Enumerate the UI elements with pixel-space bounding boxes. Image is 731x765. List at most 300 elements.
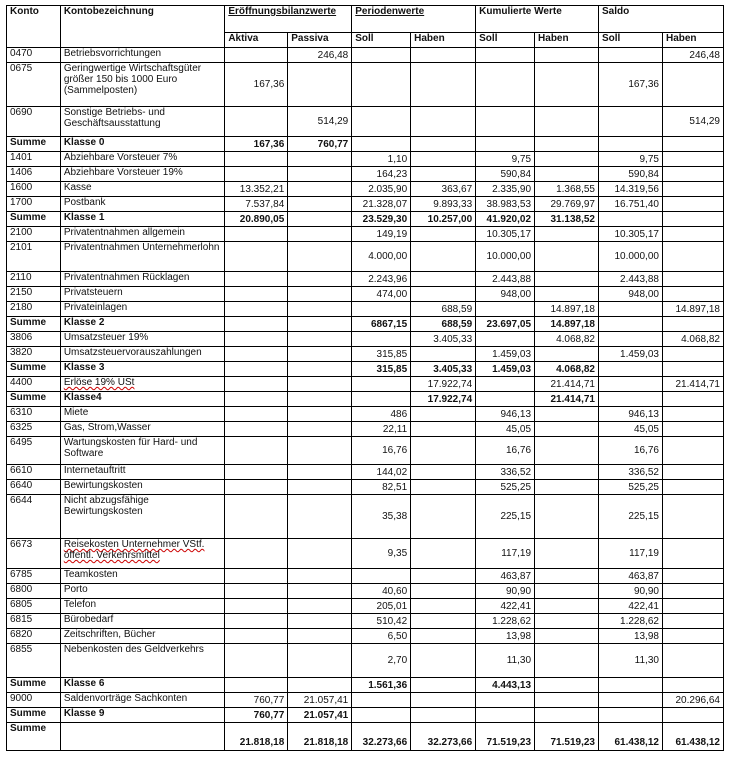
perioden-haben-cell xyxy=(411,693,476,708)
kumuliert-haben-cell xyxy=(535,614,599,629)
aktiva-cell xyxy=(225,539,288,569)
perioden-haben-cell xyxy=(411,287,476,302)
kontobezeichnung-cell: Klasse 1 xyxy=(60,212,225,227)
saldo-soll-cell: 9,75 xyxy=(599,152,663,167)
saldo-haben-cell xyxy=(662,629,723,644)
passiva-cell xyxy=(288,332,352,347)
saldo-soll-cell: 13,98 xyxy=(599,629,663,644)
aktiva-cell xyxy=(225,302,288,317)
saldo-soll-cell: 946,13 xyxy=(599,407,663,422)
header-konto: Konto xyxy=(7,6,61,48)
saldo-soll-cell: 16,76 xyxy=(599,437,663,465)
kumuliert-haben-cell xyxy=(535,242,599,272)
saldo-soll-cell: 10.305,17 xyxy=(599,227,663,242)
saldo-haben-cell: 61.438,12 xyxy=(662,723,723,751)
aktiva-cell xyxy=(225,242,288,272)
kontobezeichnung-cell: Klasse4 xyxy=(60,392,225,407)
passiva-cell xyxy=(288,599,352,614)
kumuliert-soll-cell: 525,25 xyxy=(476,480,535,495)
kumuliert-haben-cell: 21.414,71 xyxy=(535,392,599,407)
perioden-haben-cell: 688,59 xyxy=(411,317,476,332)
perioden-haben-cell xyxy=(411,539,476,569)
perioden-soll-cell: 2,70 xyxy=(352,644,411,678)
passiva-cell: 760,77 xyxy=(288,137,352,152)
konto-cell: 6310 xyxy=(7,407,61,422)
kumuliert-soll-cell: 38.983,53 xyxy=(476,197,535,212)
header-perioden-haben: Haben xyxy=(411,33,476,48)
konto-cell: Summe xyxy=(7,317,61,332)
saldo-haben-cell xyxy=(662,644,723,678)
table-row xyxy=(7,614,724,629)
konto-cell: 2150 xyxy=(7,287,61,302)
aktiva-cell xyxy=(225,362,288,377)
perioden-soll-cell xyxy=(352,377,411,392)
aktiva-cell: 760,77 xyxy=(225,693,288,708)
konto-cell: 1406 xyxy=(7,167,61,182)
passiva-cell xyxy=(288,287,352,302)
trial-balance-table xyxy=(6,5,724,751)
saldo-soll-cell xyxy=(599,137,663,152)
aktiva-cell xyxy=(225,599,288,614)
perioden-haben-cell xyxy=(411,48,476,63)
kontobezeichnung-cell: Umsatzsteuervorauszahlungen xyxy=(60,347,225,362)
table-row xyxy=(7,167,724,182)
perioden-soll-cell: 16,76 xyxy=(352,437,411,465)
saldo-soll-cell: 16.751,40 xyxy=(599,197,663,212)
kumuliert-haben-cell xyxy=(535,644,599,678)
kontobezeichnung-cell: Postbank xyxy=(60,197,225,212)
saldo-soll-cell: 61.438,12 xyxy=(599,723,663,751)
kontobezeichnung-cell: Privatsteuern xyxy=(60,287,225,302)
saldo-soll-cell xyxy=(599,392,663,407)
aktiva-cell xyxy=(225,227,288,242)
perioden-haben-cell xyxy=(411,167,476,182)
perioden-haben-cell xyxy=(411,227,476,242)
table-row xyxy=(7,197,724,212)
perioden-haben-cell xyxy=(411,644,476,678)
passiva-cell xyxy=(288,167,352,182)
perioden-soll-cell xyxy=(352,107,411,137)
perioden-haben-cell xyxy=(411,107,476,137)
kumuliert-haben-cell xyxy=(535,167,599,182)
aktiva-cell xyxy=(225,629,288,644)
aktiva-cell xyxy=(225,480,288,495)
aktiva-cell xyxy=(225,377,288,392)
kumuliert-soll-cell: 948,00 xyxy=(476,287,535,302)
kumuliert-soll-cell: 11,30 xyxy=(476,644,535,678)
perioden-haben-cell xyxy=(411,495,476,539)
aktiva-cell xyxy=(225,317,288,332)
saldo-soll-cell: 167,36 xyxy=(599,63,663,107)
passiva-cell xyxy=(288,227,352,242)
saldo-haben-cell xyxy=(662,63,723,107)
kontobezeichnung-cell: Betriebsvorrichtungen xyxy=(60,48,225,63)
passiva-cell xyxy=(288,584,352,599)
passiva-cell xyxy=(288,614,352,629)
aktiva-cell xyxy=(225,569,288,584)
konto-cell: 9000 xyxy=(7,693,61,708)
saldo-haben-cell xyxy=(662,437,723,465)
passiva-cell xyxy=(288,362,352,377)
perioden-soll-cell: 1.561,36 xyxy=(352,678,411,693)
kumuliert-soll-cell: 16,76 xyxy=(476,437,535,465)
header-eroeffnungsbilanzwerte: Eröffnungsbilanzwerte xyxy=(225,6,352,33)
kumuliert-haben-cell xyxy=(535,63,599,107)
header-kumulierte-werte: Kumulierte Werte xyxy=(476,6,599,33)
saldo-haben-cell xyxy=(662,167,723,182)
table-row xyxy=(7,107,724,137)
kumuliert-soll-cell: 422,41 xyxy=(476,599,535,614)
kontobezeichnung-cell: Zeitschriften, Bücher xyxy=(60,629,225,644)
saldo-haben-cell xyxy=(662,137,723,152)
perioden-soll-cell: 1,10 xyxy=(352,152,411,167)
saldo-haben-cell xyxy=(662,347,723,362)
konto-cell: 6800 xyxy=(7,584,61,599)
aktiva-cell: 167,36 xyxy=(225,63,288,107)
kumuliert-soll-cell: 225,15 xyxy=(476,495,535,539)
perioden-haben-cell xyxy=(411,407,476,422)
kumuliert-soll-cell: 1.228,62 xyxy=(476,614,535,629)
saldo-haben-cell: 20.296,64 xyxy=(662,693,723,708)
saldo-soll-cell: 90,90 xyxy=(599,584,663,599)
kumuliert-soll-cell: 590,84 xyxy=(476,167,535,182)
kumuliert-haben-cell: 71.519,23 xyxy=(535,723,599,751)
konto-cell: Summe xyxy=(7,212,61,227)
passiva-cell xyxy=(288,495,352,539)
perioden-soll-cell xyxy=(352,137,411,152)
kumuliert-haben-cell xyxy=(535,137,599,152)
kontobezeichnung-cell: Privatentnahmen Unternehmerlohn xyxy=(60,242,225,272)
perioden-haben-cell xyxy=(411,678,476,693)
aktiva-cell xyxy=(225,407,288,422)
passiva-cell xyxy=(288,422,352,437)
saldo-haben-cell xyxy=(662,708,723,723)
perioden-haben-cell xyxy=(411,152,476,167)
konto-cell: 4400 xyxy=(7,377,61,392)
passiva-cell xyxy=(288,629,352,644)
saldo-soll-cell: 45,05 xyxy=(599,422,663,437)
aktiva-cell: 7.537,84 xyxy=(225,197,288,212)
saldo-soll-cell xyxy=(599,708,663,723)
saldo-soll-cell: 422,41 xyxy=(599,599,663,614)
konto-cell: 2110 xyxy=(7,272,61,287)
kumuliert-haben-cell: 4.068,82 xyxy=(535,362,599,377)
table-row xyxy=(7,644,724,678)
saldo-soll-cell: 1.459,03 xyxy=(599,347,663,362)
header-kumuliert-haben: Haben xyxy=(535,33,599,48)
saldo-soll-cell xyxy=(599,107,663,137)
kumuliert-haben-cell xyxy=(535,539,599,569)
sum-row xyxy=(7,362,724,377)
header-saldo-soll: Soll xyxy=(599,33,663,48)
saldo-haben-cell: 21.414,71 xyxy=(662,377,723,392)
passiva-cell xyxy=(288,182,352,197)
aktiva-cell xyxy=(225,107,288,137)
aktiva-cell xyxy=(225,614,288,629)
saldo-soll-cell: 2.443,88 xyxy=(599,272,663,287)
kumuliert-soll-cell: 1.459,03 xyxy=(476,347,535,362)
perioden-soll-cell: 510,42 xyxy=(352,614,411,629)
kumuliert-haben-cell xyxy=(535,495,599,539)
saldo-soll-cell: 1.228,62 xyxy=(599,614,663,629)
perioden-soll-cell xyxy=(352,569,411,584)
header-passiva: Passiva xyxy=(288,33,352,48)
header-perioden-soll: Soll xyxy=(352,33,411,48)
sum-row xyxy=(7,708,724,723)
passiva-cell xyxy=(288,212,352,227)
table-row xyxy=(7,437,724,465)
kumuliert-soll-cell: 23.697,05 xyxy=(476,317,535,332)
saldo-haben-cell: 514,29 xyxy=(662,107,723,137)
kumuliert-soll-cell: 946,13 xyxy=(476,407,535,422)
kumuliert-soll-cell xyxy=(476,302,535,317)
kumuliert-haben-cell xyxy=(535,272,599,287)
kumuliert-soll-cell: 4.443,13 xyxy=(476,678,535,693)
header-row-groups xyxy=(7,6,724,33)
perioden-haben-cell: 10.257,00 xyxy=(411,212,476,227)
perioden-soll-cell: 82,51 xyxy=(352,480,411,495)
kumuliert-soll-cell xyxy=(476,137,535,152)
perioden-haben-cell xyxy=(411,629,476,644)
saldo-haben-cell xyxy=(662,182,723,197)
saldo-haben-cell: 4.068,82 xyxy=(662,332,723,347)
perioden-soll-cell: 149,19 xyxy=(352,227,411,242)
table-row xyxy=(7,272,724,287)
konto-cell: 6495 xyxy=(7,437,61,465)
aktiva-cell xyxy=(225,392,288,407)
saldo-haben-cell xyxy=(662,584,723,599)
saldo-soll-cell: 590,84 xyxy=(599,167,663,182)
perioden-soll-cell: 21.328,07 xyxy=(352,197,411,212)
kontobezeichnung-cell: Privateinlagen xyxy=(60,302,225,317)
aktiva-cell: 21.818,18 xyxy=(225,723,288,751)
saldo-haben-cell xyxy=(662,569,723,584)
saldo-haben-cell xyxy=(662,495,723,539)
kontobezeichnung-cell: Geringwertige Wirtschaftsgüter größer 150 bis 1000 Euro (Sammelposten) xyxy=(60,63,225,107)
konto-cell: Summe xyxy=(7,137,61,152)
perioden-haben-cell xyxy=(411,584,476,599)
aktiva-cell xyxy=(225,152,288,167)
aktiva-cell xyxy=(225,287,288,302)
perioden-soll-cell: 9,35 xyxy=(352,539,411,569)
header-kontobezeichnung: Kontobezeichnung xyxy=(60,6,225,48)
kumuliert-haben-cell xyxy=(535,152,599,167)
table-row xyxy=(7,332,724,347)
kontobezeichnung-cell: Erlöse 19% USt xyxy=(60,377,225,392)
konto-cell: 3806 xyxy=(7,332,61,347)
table-row xyxy=(7,495,724,539)
kumuliert-haben-cell xyxy=(535,584,599,599)
kumuliert-soll-cell: 10.000,00 xyxy=(476,242,535,272)
kumuliert-haben-cell xyxy=(535,599,599,614)
perioden-haben-cell xyxy=(411,242,476,272)
kumuliert-haben-cell xyxy=(535,227,599,242)
kumuliert-soll-cell: 41.920,02 xyxy=(476,212,535,227)
konto-cell: 2100 xyxy=(7,227,61,242)
perioden-haben-cell: 32.273,66 xyxy=(411,723,476,751)
saldo-haben-cell xyxy=(662,539,723,569)
perioden-haben-cell xyxy=(411,347,476,362)
kumuliert-haben-cell xyxy=(535,693,599,708)
perioden-soll-cell: 4.000,00 xyxy=(352,242,411,272)
kontobezeichnung-cell: Internetauftritt xyxy=(60,465,225,480)
perioden-soll-cell: 2.035,90 xyxy=(352,182,411,197)
konto-cell: 3820 xyxy=(7,347,61,362)
perioden-soll-cell: 474,00 xyxy=(352,287,411,302)
kontobezeichnung-cell: Teamkosten xyxy=(60,569,225,584)
passiva-cell xyxy=(288,678,352,693)
sum-row xyxy=(7,137,724,152)
konto-cell: 6673 xyxy=(7,539,61,569)
saldo-soll-cell: 463,87 xyxy=(599,569,663,584)
kontobezeichnung-cell: Abziehbare Vorsteuer 7% xyxy=(60,152,225,167)
kumuliert-soll-cell: 2.443,88 xyxy=(476,272,535,287)
perioden-haben-cell xyxy=(411,614,476,629)
kumuliert-haben-cell: 21.414,71 xyxy=(535,377,599,392)
header-periodenwerte: Periodenwerte xyxy=(352,6,476,33)
konto-cell: 6820 xyxy=(7,629,61,644)
konto-cell: 6805 xyxy=(7,599,61,614)
kumuliert-haben-cell xyxy=(535,480,599,495)
kontobezeichnung-cell: Nicht abzugsfähige Bewirtungskosten xyxy=(60,495,225,539)
saldo-haben-cell xyxy=(662,242,723,272)
table-row xyxy=(7,182,724,197)
saldo-haben-cell xyxy=(662,212,723,227)
kumuliert-soll-cell: 10.305,17 xyxy=(476,227,535,242)
konto-cell: 6855 xyxy=(7,644,61,678)
kumuliert-soll-cell xyxy=(476,332,535,347)
kumuliert-haben-cell: 1.368,55 xyxy=(535,182,599,197)
passiva-cell: 21.057,41 xyxy=(288,693,352,708)
perioden-soll-cell xyxy=(352,693,411,708)
saldo-soll-cell: 14.319,56 xyxy=(599,182,663,197)
kumuliert-haben-cell xyxy=(535,465,599,480)
passiva-cell xyxy=(288,392,352,407)
kumuliert-haben-cell xyxy=(535,629,599,644)
perioden-soll-cell: 486 xyxy=(352,407,411,422)
passiva-cell xyxy=(288,347,352,362)
saldo-soll-cell xyxy=(599,377,663,392)
kontobezeichnung-cell: Bürobedarf xyxy=(60,614,225,629)
passiva-cell xyxy=(288,152,352,167)
konto-cell: 6610 xyxy=(7,465,61,480)
saldo-haben-cell xyxy=(662,599,723,614)
perioden-haben-cell xyxy=(411,272,476,287)
table-row xyxy=(7,629,724,644)
kumuliert-haben-cell xyxy=(535,422,599,437)
kontobezeichnung-cell: Wartungskosten für Hard- und Software xyxy=(60,437,225,465)
konto-cell: 0675 xyxy=(7,63,61,107)
saldo-haben-cell: 246,48 xyxy=(662,48,723,63)
perioden-soll-cell: 35,38 xyxy=(352,495,411,539)
kontobezeichnung-cell: Privatentnahmen Rücklagen xyxy=(60,272,225,287)
table-body xyxy=(7,48,724,751)
perioden-soll-cell xyxy=(352,708,411,723)
saldo-haben-cell xyxy=(662,465,723,480)
perioden-soll-cell: 2.243,96 xyxy=(352,272,411,287)
perioden-haben-cell: 363,67 xyxy=(411,182,476,197)
table-row xyxy=(7,465,724,480)
aktiva-cell: 13.352,21 xyxy=(225,182,288,197)
header-saldo-haben: Haben xyxy=(662,33,723,48)
table-row xyxy=(7,407,724,422)
perioden-soll-cell: 205,01 xyxy=(352,599,411,614)
perioden-soll-cell: 6867,15 xyxy=(352,317,411,332)
passiva-cell xyxy=(288,302,352,317)
perioden-haben-cell xyxy=(411,63,476,107)
table-row xyxy=(7,227,724,242)
table-row xyxy=(7,693,724,708)
kontobezeichnung-cell: Miete xyxy=(60,407,225,422)
passiva-cell xyxy=(288,317,352,332)
kontobezeichnung-cell: Klasse 2 xyxy=(60,317,225,332)
table-row xyxy=(7,63,724,107)
saldo-haben-cell xyxy=(662,152,723,167)
konto-cell: Summe xyxy=(7,392,61,407)
kontobezeichnung-cell: Bewirtungskosten xyxy=(60,480,225,495)
kumuliert-haben-cell xyxy=(535,708,599,723)
table-row xyxy=(7,480,724,495)
perioden-soll-cell: 144,02 xyxy=(352,465,411,480)
konto-cell: Summe xyxy=(7,678,61,693)
passiva-cell xyxy=(288,272,352,287)
perioden-haben-cell: 3.405,33 xyxy=(411,332,476,347)
kumuliert-haben-cell xyxy=(535,107,599,137)
perioden-soll-cell xyxy=(352,302,411,317)
konto-cell: Summe xyxy=(7,723,61,751)
table-row xyxy=(7,302,724,317)
kumuliert-soll-cell xyxy=(476,63,535,107)
passiva-cell: 21.057,41 xyxy=(288,708,352,723)
konto-cell: 6325 xyxy=(7,422,61,437)
table-row xyxy=(7,287,724,302)
header-kumuliert-soll: Soll xyxy=(476,33,535,48)
perioden-haben-cell xyxy=(411,137,476,152)
aktiva-cell xyxy=(225,584,288,599)
kontobezeichnung-cell: Nebenkosten des Geldverkehrs xyxy=(60,644,225,678)
konto-cell: 1600 xyxy=(7,182,61,197)
saldo-haben-cell xyxy=(662,392,723,407)
perioden-soll-cell: 22,11 xyxy=(352,422,411,437)
kontobezeichnung-cell: Abziehbare Vorsteuer 19% xyxy=(60,167,225,182)
saldo-haben-cell xyxy=(662,362,723,377)
passiva-cell: 514,29 xyxy=(288,107,352,137)
kontobezeichnung-cell: Saldenvorträge Sachkonten xyxy=(60,693,225,708)
konto-cell: Summe xyxy=(7,362,61,377)
perioden-soll-cell xyxy=(352,392,411,407)
saldo-haben-cell xyxy=(662,407,723,422)
saldo-soll-cell xyxy=(599,362,663,377)
kontobezeichnung-cell: Porto xyxy=(60,584,225,599)
kontobezeichnung-cell: Privatentnahmen allgemein xyxy=(60,227,225,242)
kumuliert-soll-cell xyxy=(476,708,535,723)
perioden-soll-cell xyxy=(352,48,411,63)
saldo-haben-cell xyxy=(662,287,723,302)
saldo-soll-cell xyxy=(599,212,663,227)
kumuliert-haben-cell xyxy=(535,347,599,362)
kumuliert-soll-cell: 463,87 xyxy=(476,569,535,584)
passiva-cell xyxy=(288,569,352,584)
kumuliert-haben-cell xyxy=(535,48,599,63)
table-row xyxy=(7,569,724,584)
passiva-cell xyxy=(288,63,352,107)
header-aktiva: Aktiva xyxy=(225,33,288,48)
table-row xyxy=(7,539,724,569)
kumuliert-haben-cell xyxy=(535,569,599,584)
perioden-haben-cell xyxy=(411,437,476,465)
kumuliert-soll-cell: 2.335,90 xyxy=(476,182,535,197)
aktiva-cell xyxy=(225,495,288,539)
